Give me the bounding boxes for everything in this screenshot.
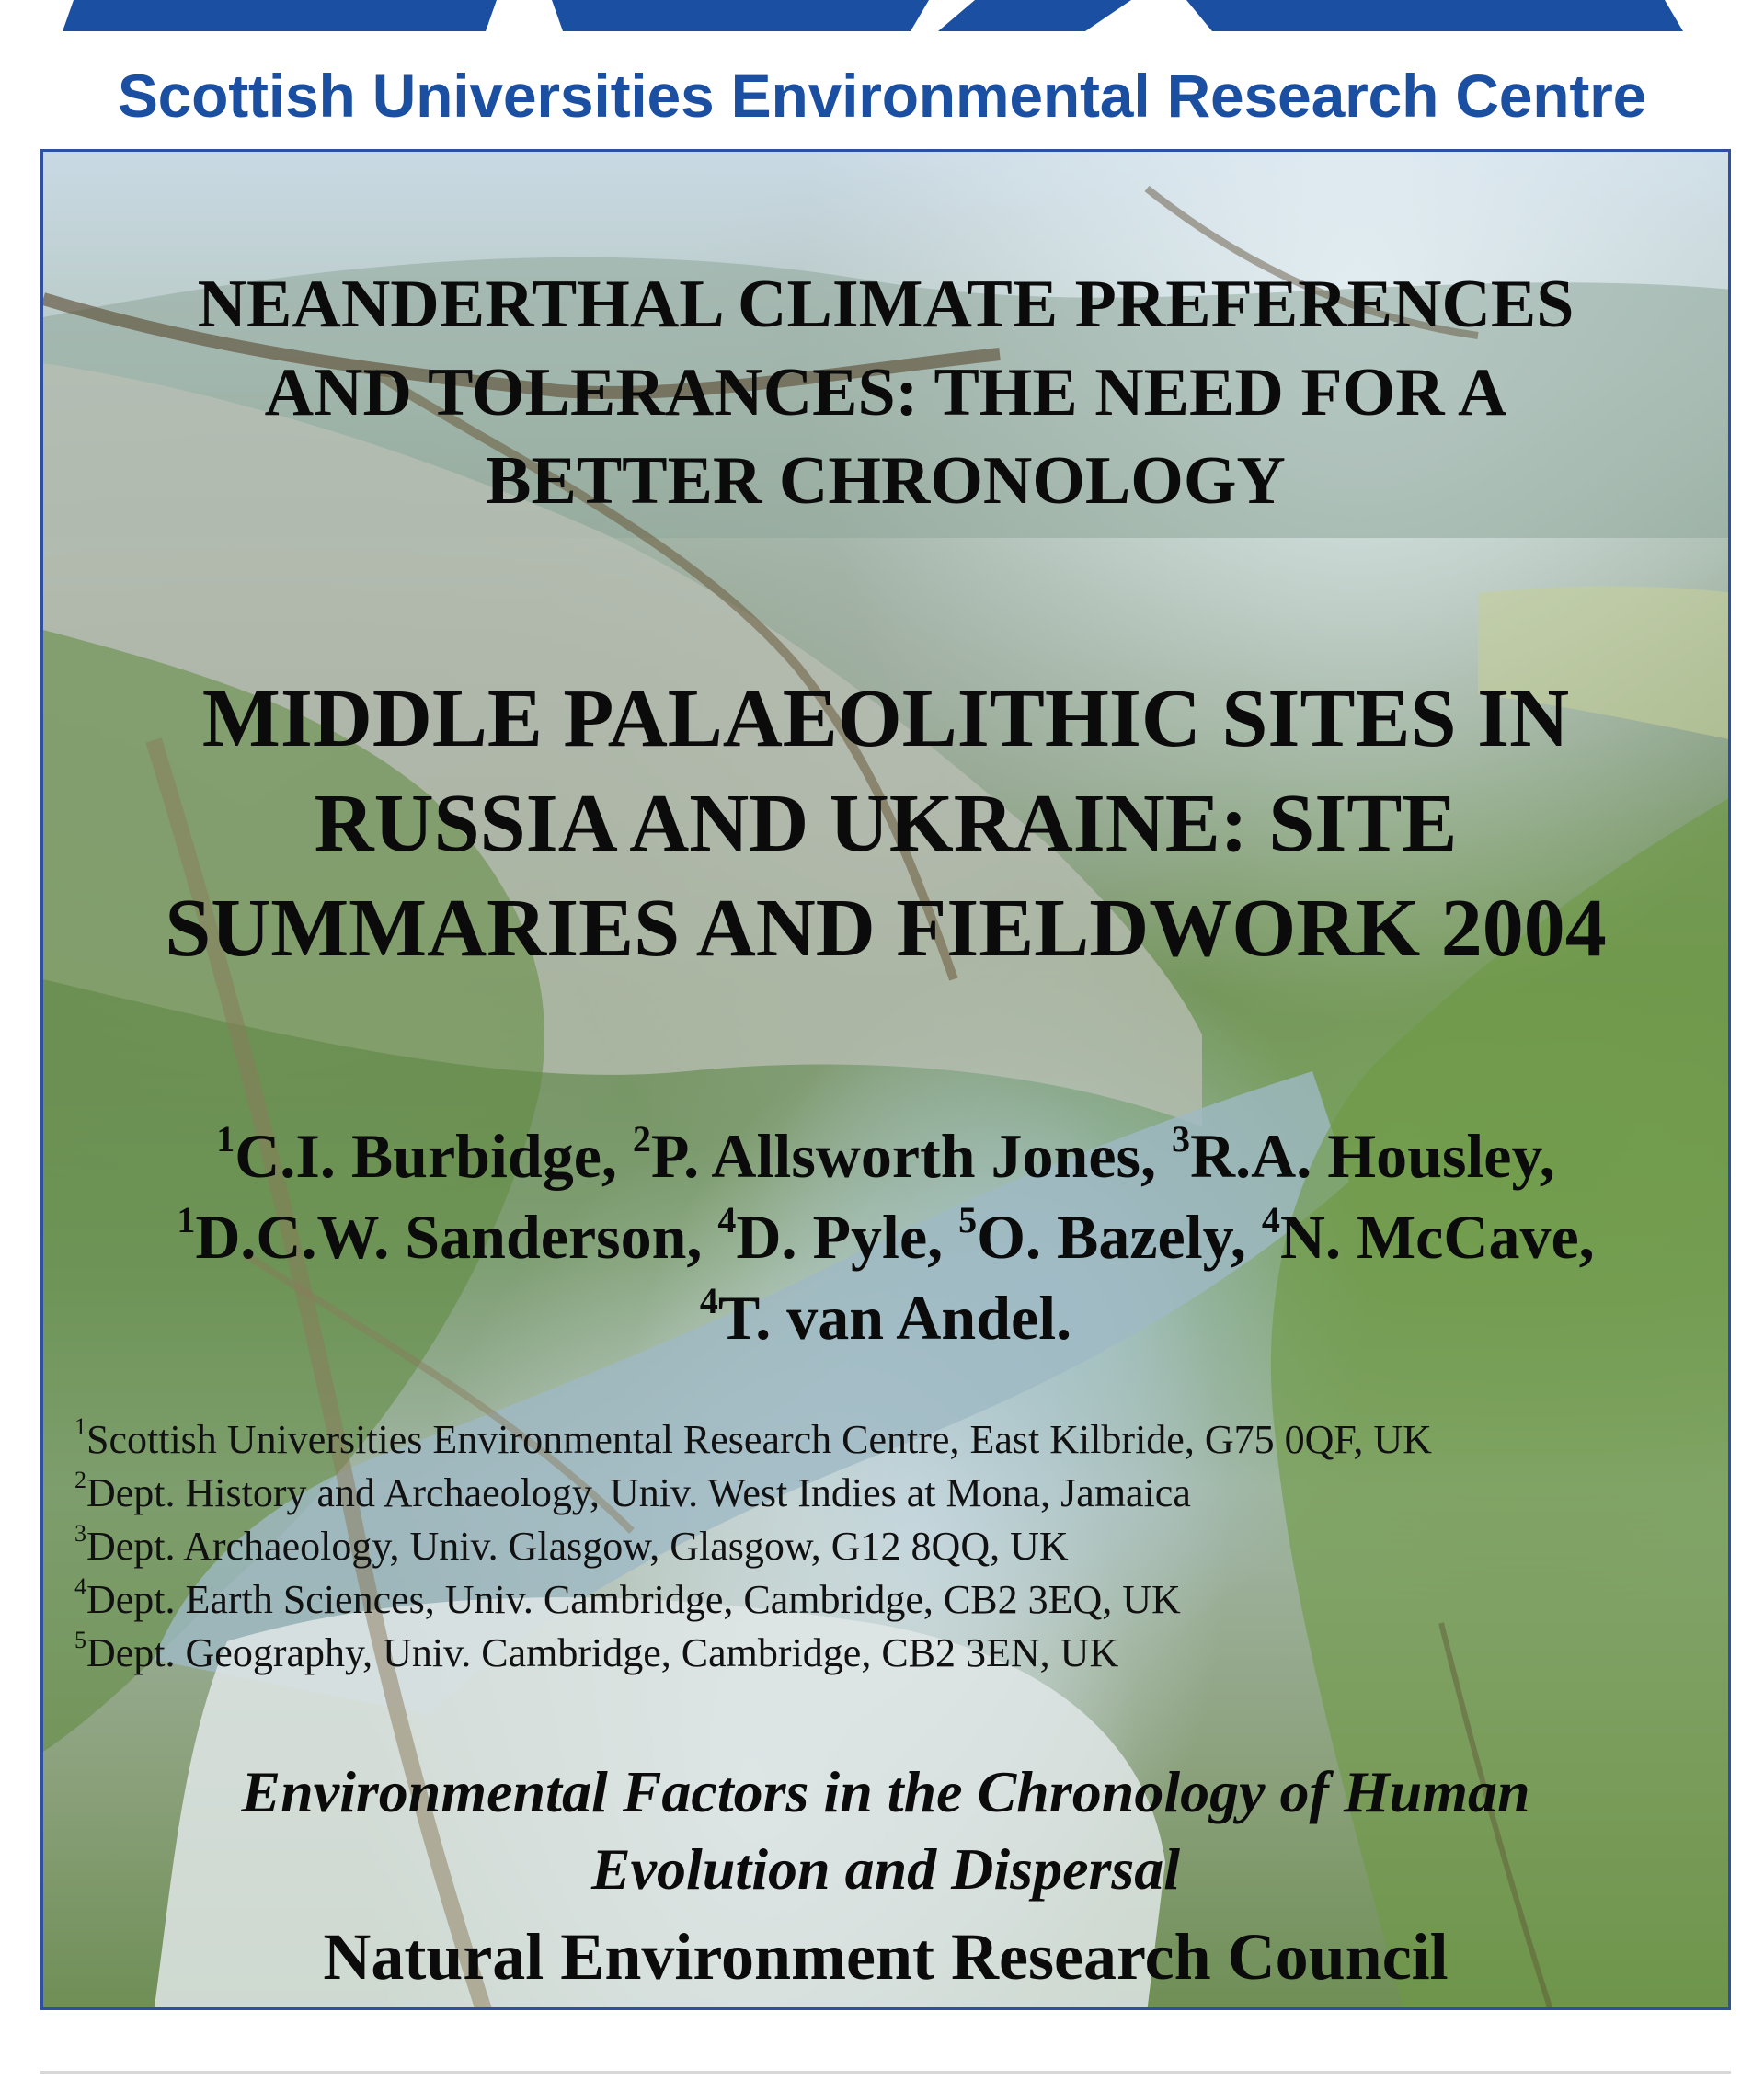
- affiliation-item: [74, 1573, 1730, 1627]
- subtitle-line: SUMMARIES AND FIELDWORK 2004: [165, 883, 1607, 974]
- affiliation-list: [74, 1413, 1730, 1680]
- bottom-divider: [40, 2071, 1731, 2074]
- author-sup: 2: [632, 1118, 651, 1160]
- affiliation-text: Dept. Geography, Univ. Cambridge, Cambridge, CB2 3EN, UK: [86, 1630, 1119, 1675]
- subtitle-line: MIDDLE PALAEOLITHIC SITES IN: [201, 673, 1570, 764]
- title-line: NEANDERTHAL CLIMATE PREFERENCES: [197, 267, 1575, 342]
- report-title: [43, 260, 1728, 525]
- affiliation-sup: 4: [74, 1573, 86, 1600]
- programme-name: [43, 1754, 1728, 1908]
- author-sup: 4: [717, 1199, 737, 1240]
- affiliation-text: Dept. History and Archaeology, Univ. West Indies at Mona, Jamaica: [86, 1470, 1191, 1515]
- affiliation-text: Scottish Universities Environmental Research Centre, East Kilbride, G75 0QF, UK: [86, 1417, 1432, 1462]
- programme-line: Evolution and Dispersal: [590, 1836, 1181, 1902]
- author-sup: 1: [216, 1118, 235, 1160]
- logo-letterforms: [0, 0, 1764, 37]
- author-name: T. van Andel.: [717, 1283, 1072, 1353]
- logo-band: [0, 0, 1764, 37]
- affiliation-item: [74, 1627, 1730, 1680]
- author-sup: 3: [1172, 1118, 1191, 1160]
- author-sup: 1: [177, 1199, 196, 1240]
- author-name: D.C.W. Sanderson,: [195, 1202, 703, 1272]
- affiliation-sup: 3: [74, 1520, 86, 1547]
- affiliation-sup: 5: [74, 1627, 86, 1653]
- author-line: [43, 1196, 1728, 1277]
- affiliation-text: Dept. Archaeology, Univ. Glasgow, Glasgow, G12 8QQ, UK: [86, 1524, 1069, 1569]
- author-name: D. Pyle,: [736, 1202, 944, 1272]
- author-list: [43, 1115, 1728, 1358]
- affiliation-sup: 1: [74, 1413, 86, 1440]
- author-name: N. McCave,: [1279, 1202, 1595, 1272]
- affiliation-text: Dept. Earth Sciences, Univ. Cambridge, Cambridge, CB2 3EQ, UK: [86, 1577, 1181, 1622]
- author-name: O. Bazely,: [977, 1202, 1246, 1272]
- subtitle-line: RUSSIA AND UKRAINE: SITE: [314, 778, 1458, 869]
- report-subtitle: [43, 667, 1728, 981]
- author-sup: 5: [958, 1199, 978, 1240]
- affiliation-sup: 2: [74, 1467, 86, 1493]
- author-name: R.A. Housley,: [1190, 1121, 1555, 1191]
- author-name: P. Allsworth Jones,: [650, 1121, 1157, 1191]
- author-line: [43, 1277, 1728, 1358]
- affiliation-item: [74, 1520, 1730, 1573]
- author-sup: 4: [699, 1280, 718, 1321]
- author-sup: 4: [1261, 1199, 1280, 1240]
- org-name: Scottish Universities Environmental Research Centre: [117, 62, 1647, 130]
- title-line: BETTER CHRONOLOGY: [486, 443, 1286, 519]
- title-line: AND TOLERANCES: THE NEED FOR A: [264, 355, 1507, 430]
- affiliation-item: [74, 1413, 1730, 1467]
- programme-line: Environmental Factors in the Chronology of Human: [241, 1759, 1530, 1824]
- author-name: C.I. Burbidge,: [235, 1121, 617, 1191]
- affiliation-item: [74, 1467, 1730, 1520]
- author-line: [43, 1115, 1728, 1196]
- cover-photo: [40, 149, 1731, 2010]
- funding-council: Natural Environment Research Council: [323, 1920, 1449, 1994]
